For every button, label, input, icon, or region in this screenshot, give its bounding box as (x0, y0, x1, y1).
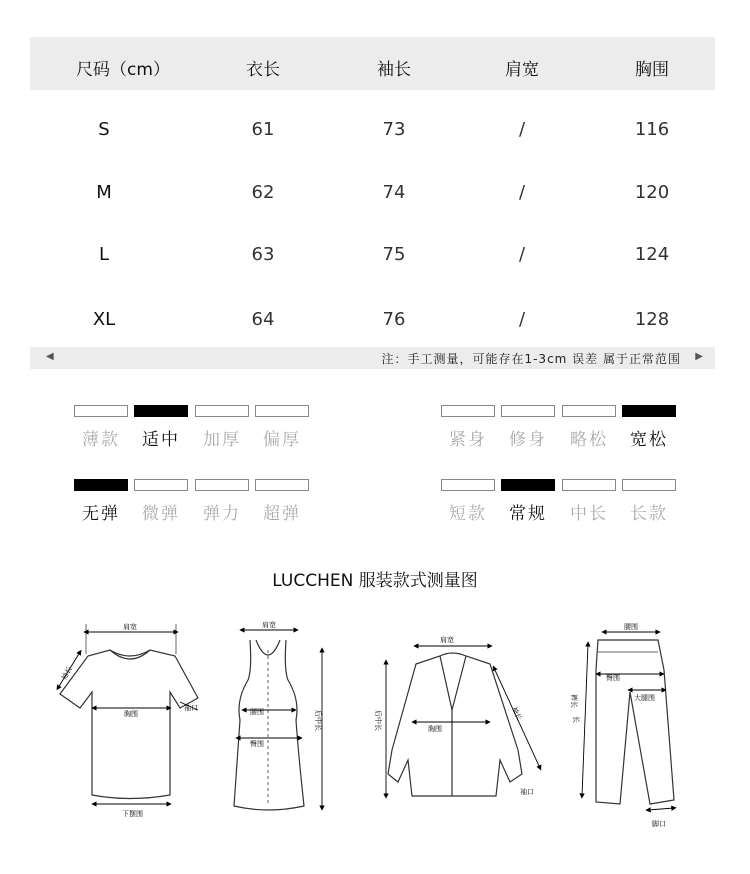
table-row (30, 309, 715, 339)
unselected-indicator (74, 405, 128, 417)
shoulder-cell: / (518, 244, 526, 265)
tshirt-cuff-label: 袖口 (184, 704, 198, 712)
measurement-note: 注：手工测量，可能存在1-3cm 误差 属于正常范围 (381, 352, 681, 366)
attr-option-label: 无弹 (82, 504, 120, 524)
attr-thickness-option (255, 405, 309, 450)
length-cell: 64 (251, 309, 275, 330)
unselected-indicator (255, 405, 309, 417)
jacket-sleeve-label: 袖长 (510, 705, 524, 722)
attr-elasticity-option (255, 479, 309, 524)
pants-thigh-label: 大腿围 (634, 694, 655, 702)
attr-elasticity-option (74, 479, 128, 524)
size-cell: M (96, 182, 112, 203)
pants-hip-label: 臀围 (606, 674, 620, 682)
attr-option-label: 微弹 (142, 504, 180, 524)
unselected-indicator (501, 405, 555, 417)
unselected-indicator (441, 479, 495, 491)
attr-length-option (501, 479, 555, 524)
sleeve-cell: 75 (382, 244, 406, 265)
measurement-illustrations (0, 610, 750, 840)
size-table-header (30, 37, 715, 90)
attr-option-label: 超弹 (263, 504, 301, 524)
attr-option-label: 修身 (509, 430, 547, 450)
header-length: 衣长 (246, 60, 280, 80)
shoulder-cell: / (518, 119, 526, 140)
dress-waist-label: 腰围 (250, 708, 264, 716)
attr-option-label: 长款 (630, 504, 668, 524)
header-size: 尺码（cm） (76, 60, 170, 80)
tshirt-sleeve-label: 袖长 (60, 665, 74, 682)
jacket-cuff-label: 袖口 (520, 788, 534, 796)
table-row (30, 182, 715, 212)
unselected-indicator (622, 479, 676, 491)
pants-leg-opening-label: 脚口 (652, 820, 666, 828)
scroll-left-icon[interactable]: ◀ (46, 351, 54, 362)
table-scrollbar[interactable] (30, 347, 715, 369)
unselected-indicator (195, 479, 249, 491)
selected-indicator (622, 405, 676, 417)
chest-cell: 128 (634, 309, 670, 330)
attr-option-label: 偏厚 (263, 430, 301, 450)
attr-length-option (441, 479, 495, 524)
dress-back-length-label: 后中长 (314, 710, 322, 731)
attr-option-label: 加厚 (203, 430, 241, 450)
sleeve-cell: 76 (382, 309, 406, 330)
length-cell: 61 (251, 119, 275, 140)
attr-elasticity-option (195, 479, 249, 524)
unselected-indicator (195, 405, 249, 417)
attr-length-option (562, 479, 616, 524)
jacket-shoulder-label: 肩宽 (440, 636, 454, 644)
shoulder-cell: / (518, 182, 526, 203)
attr-option-label: 薄款 (82, 430, 120, 450)
size-cell: S (98, 119, 110, 140)
selected-indicator (134, 405, 188, 417)
pants-waist-label: 腰围 (624, 623, 638, 631)
chest-cell: 116 (634, 119, 670, 140)
attr-option-label: 中长 (570, 504, 608, 524)
chest-cell: 120 (634, 182, 670, 203)
attr-option-label: 适中 (142, 430, 180, 450)
unselected-indicator (134, 479, 188, 491)
table-row (30, 244, 715, 274)
unselected-indicator (441, 405, 495, 417)
unselected-indicator (562, 405, 616, 417)
pants-illustration (582, 632, 674, 810)
attr-option-label: 常规 (509, 504, 547, 524)
length-cell: 63 (251, 244, 275, 265)
tshirt-chest-label: 胸围 (124, 710, 138, 718)
size-cell: L (98, 244, 110, 265)
attr-length-option (622, 479, 676, 524)
attr-thickness-option (195, 405, 249, 450)
shoulder-cell: / (518, 309, 526, 330)
tshirt-shoulder-label: 肩宽 (123, 623, 137, 631)
table-row (30, 119, 715, 149)
tshirt-hem-label: 下摆围 (122, 810, 143, 818)
dress-illustration (234, 630, 322, 810)
size-cell: XL (92, 309, 116, 330)
attr-option-label: 宽松 (630, 430, 668, 450)
length-cell: 62 (251, 182, 275, 203)
pants-rise-label: 裤长 (570, 694, 578, 708)
jacket-back-length-label: 后中长 (374, 710, 382, 731)
chest-cell: 124 (634, 244, 670, 265)
dress-shoulder-label: 肩宽 (262, 621, 276, 629)
selected-indicator (501, 479, 555, 491)
selected-indicator (74, 479, 128, 491)
header-sleeve: 袖长 (377, 60, 411, 80)
jacket-chest-label: 胸围 (428, 725, 442, 733)
attr-option-label: 紧身 (449, 430, 487, 450)
sleeve-cell: 74 (382, 182, 406, 203)
measurement-section-title: LUCCHEN 服装款式测量图 (272, 571, 478, 591)
attr-option-label: 短款 (449, 504, 487, 524)
attr-thickness-option (74, 405, 128, 450)
header-shoulder: 肩宽 (505, 60, 539, 80)
attr-fit-option (501, 405, 555, 450)
dress-hip-label: 臀围 (250, 740, 264, 748)
pants-length-label: 长 (572, 716, 580, 723)
attr-option-label: 弹力 (203, 504, 241, 524)
unselected-indicator (562, 479, 616, 491)
scroll-right-icon[interactable]: ▶ (695, 351, 703, 362)
attr-fit-option (622, 405, 676, 450)
sleeve-cell: 73 (382, 119, 406, 140)
unselected-indicator (255, 479, 309, 491)
attr-thickness-option (134, 405, 188, 450)
attr-option-label: 略松 (570, 430, 608, 450)
header-chest: 胸围 (635, 60, 669, 80)
attr-fit-option (441, 405, 495, 450)
attr-elasticity-option (134, 479, 188, 524)
attr-fit-option (562, 405, 616, 450)
